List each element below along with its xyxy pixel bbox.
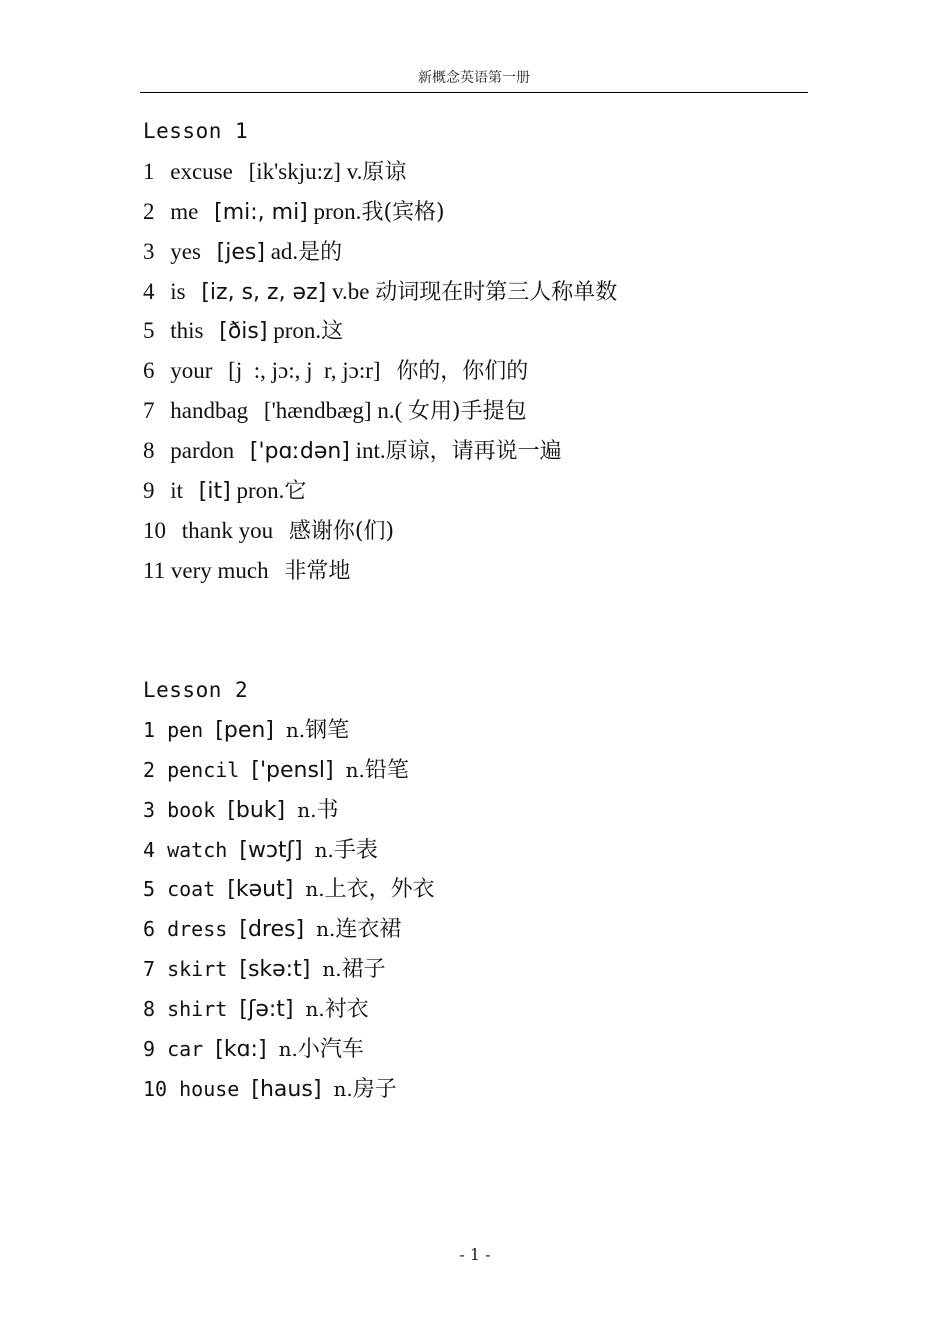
lesson-2-section [143, 671, 823, 1110]
entry-part-of-speech: n. [314, 837, 334, 862]
entry-number: 1 [143, 158, 155, 184]
entry-phonetic: [ðis] [219, 319, 268, 345]
entry-phonetic: [skə:t] [239, 957, 311, 983]
entry-phonetic: [mi:, mi] [214, 199, 308, 225]
vocab-entry [143, 831, 823, 871]
vocab-entry [143, 551, 823, 591]
entry-meaning: 上衣，外衣 [324, 877, 435, 903]
entry-meaning: 你的，你们的 [396, 359, 529, 385]
entry-number: 8 [143, 438, 155, 464]
vocab-entry [143, 1070, 823, 1110]
entry-word: yes [170, 238, 201, 264]
vocab-entry [143, 791, 823, 831]
entry-meaning: 连衣裙 [335, 917, 402, 943]
entry-part-of-speech: v. [346, 158, 363, 184]
entry-number: 10 [143, 1076, 168, 1101]
entry-part-of-speech: n. [316, 917, 336, 942]
page-number: - 1 - [459, 1245, 491, 1264]
entry-part-of-speech: v.be [331, 278, 370, 304]
entry-part-of-speech: n. [322, 957, 342, 982]
entry-phonetic: [buk] [227, 797, 286, 823]
vocab-entry [143, 711, 823, 751]
entry-meaning: 我(宾格) [361, 199, 445, 225]
entry-word: pencil [167, 757, 240, 782]
entry-word: me [170, 198, 199, 224]
entry-number: 1 [143, 717, 156, 742]
page-header [140, 64, 808, 93]
entry-phonetic: ['hændbæg] [263, 398, 372, 424]
entry-meaning: 裙子 [341, 957, 386, 983]
vocab-entry [143, 272, 823, 312]
entry-phonetic: [iz, s, z, əz] [201, 279, 327, 305]
entry-meaning: 钢笔 [305, 717, 350, 743]
entry-meaning: 原谅，请再说一遍 [385, 439, 562, 465]
entry-phonetic: [it] [198, 479, 231, 505]
entry-number: 8 [143, 997, 156, 1022]
entry-phonetic: [ik'skju:z] [248, 158, 341, 184]
entry-number: 3 [143, 797, 156, 822]
entry-phonetic: [kəut] [227, 877, 294, 903]
entry-part-of-speech: n. [305, 997, 325, 1022]
entry-number: 10 [143, 517, 166, 543]
vocab-entry [143, 471, 823, 511]
entry-part-of-speech: n. [333, 1076, 353, 1101]
entry-number: 7 [143, 957, 156, 982]
entry-word: it [170, 478, 184, 504]
vocab-entry [143, 950, 823, 990]
entry-word: shirt [167, 997, 228, 1022]
entry-phonetic: [jes] [216, 239, 265, 265]
entry-meaning: 它 [284, 479, 307, 505]
entry-word: car [167, 1037, 204, 1062]
entry-part-of-speech: n. [278, 1037, 298, 1062]
vocab-entry [143, 511, 823, 551]
entry-meaning: 这 [321, 319, 344, 345]
entry-meaning: 小汽车 [297, 1037, 364, 1063]
entry-phonetic: [kɑ:] [215, 1037, 267, 1063]
entry-part-of-speech: pron. [313, 198, 362, 224]
entry-phonetic: [haus] [251, 1076, 322, 1102]
vocab-entry [143, 311, 823, 351]
entry-word: skirt [167, 957, 228, 982]
lesson-title: Lesson 2 [143, 678, 249, 702]
entry-word: dress [167, 917, 228, 942]
vocab-entry [143, 192, 823, 232]
vocab-entry [143, 431, 823, 471]
entry-word: very much [170, 557, 269, 583]
entry-number: 2 [143, 757, 156, 782]
entry-meaning: 女用)手提包 [408, 399, 527, 425]
entry-number: 4 [143, 278, 155, 304]
entry-phonetic: [ʃə:t] [239, 997, 294, 1023]
entry-part-of-speech: pron. [273, 318, 322, 344]
entry-phonetic: ['pɑːdən] [249, 439, 350, 465]
entry-number: 5 [143, 318, 155, 344]
entry-phonetic: [j :, jɔ:, j r, jɔ:r] [228, 358, 381, 384]
entry-word: house [179, 1076, 240, 1101]
entry-meaning: 感谢你(们) [288, 518, 395, 544]
entry-meaning: 是的 [298, 239, 343, 265]
entry-number: 3 [143, 238, 155, 264]
entry-phonetic: ['pensl] [251, 757, 334, 783]
entry-phonetic: [wɔtʃ] [239, 837, 303, 863]
entry-part-of-speech: pron. [236, 478, 285, 504]
entry-word: excuse [170, 158, 233, 184]
entry-number: 6 [143, 917, 156, 942]
vocab-entry [143, 391, 823, 431]
entry-word: thank you [181, 517, 274, 543]
lesson-1-section [143, 112, 823, 591]
vocab-entry [143, 751, 823, 791]
entry-word: watch [167, 837, 228, 862]
entry-meaning: 动词现在时第三人称单数 [375, 279, 618, 305]
vocab-entry [143, 990, 823, 1030]
entry-number: 7 [143, 398, 155, 424]
entry-word: your [170, 358, 213, 384]
header-title: 新概念英语第一册 [418, 70, 530, 86]
entry-word: coat [167, 877, 216, 902]
entry-number: 5 [143, 877, 156, 902]
vocab-entry [143, 351, 823, 391]
entry-word: pen [167, 717, 204, 742]
entry-word: this [170, 318, 204, 344]
entry-word: book [167, 797, 216, 822]
entry-part-of-speech: int. [355, 438, 386, 464]
entry-meaning: 书 [316, 797, 339, 823]
vocab-entry [143, 232, 823, 272]
entry-meaning: 非常地 [284, 558, 351, 584]
entry-meaning: 手表 [333, 837, 378, 863]
entry-part-of-speech: n. [345, 757, 365, 782]
vocab-entry [143, 152, 823, 192]
entry-number: 2 [143, 198, 155, 224]
vocab-entry [143, 910, 823, 950]
entry-part-of-speech: n. [297, 797, 317, 822]
entry-meaning: 房子 [352, 1076, 397, 1102]
vocab-entry [143, 1030, 823, 1070]
entry-phonetic: [pen] [215, 717, 274, 743]
entry-word: is [170, 278, 186, 304]
lesson-title: Lesson 1 [143, 119, 249, 143]
entry-number: 6 [143, 358, 155, 384]
entry-part-of-speech: n. [305, 877, 325, 902]
entry-word: handbag [170, 398, 249, 424]
entry-number: 9 [143, 1037, 156, 1062]
entry-word: pardon [170, 438, 235, 464]
entry-meaning: 衬衣 [324, 997, 369, 1023]
entry-number: 4 [143, 837, 156, 862]
entry-part-of-speech: n.( [377, 398, 403, 424]
entry-part-of-speech: ad. [270, 238, 299, 264]
entry-part-of-speech: n. [285, 717, 306, 742]
entry-number: 9 [143, 478, 155, 504]
vocab-entry [143, 870, 823, 910]
entry-meaning: 原谅 [362, 159, 407, 185]
entry-meaning: 铅笔 [364, 757, 409, 783]
entry-number: 11 [143, 557, 166, 583]
entry-phonetic: [dres] [239, 917, 305, 943]
